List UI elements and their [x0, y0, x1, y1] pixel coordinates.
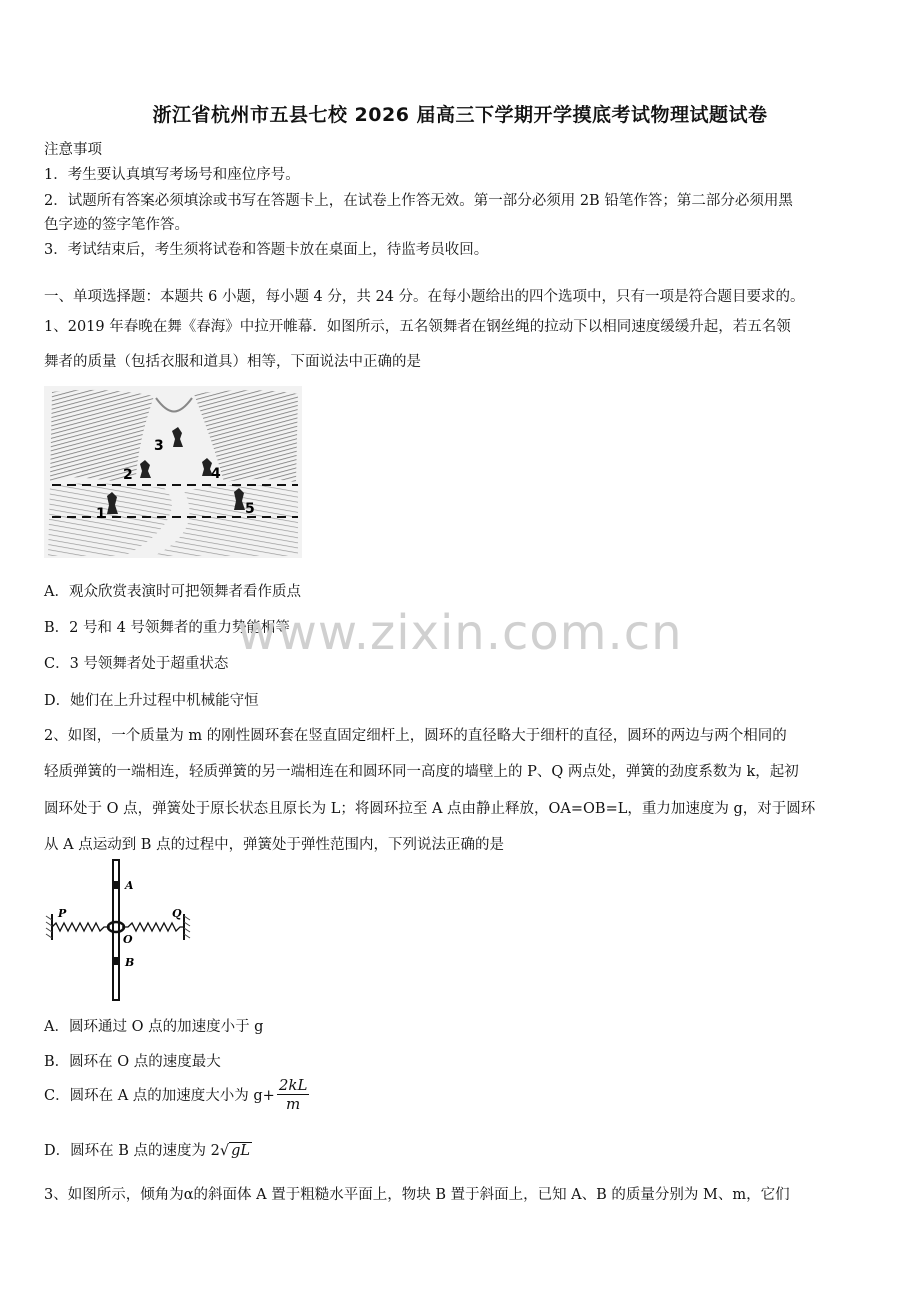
q1-option-b: B．2 号和 4 号领舞者的重力势能相等	[44, 620, 290, 636]
q2-option-a: A．圆环通过 O 点的加速度小于 g	[44, 1019, 264, 1035]
dancer-label-1: 1	[96, 506, 106, 522]
sqrt-gl	[220, 1143, 252, 1159]
notice-item-2: 2．试题所有答案必须填涂或书写在答题卡上，在试卷上作答无效。第一部分必须用 2B 铅笔作答；第二部分必须用黑	[44, 193, 793, 209]
label-a: A	[125, 879, 134, 892]
spring-right	[122, 923, 184, 931]
section-heading: 一、单项选择题：本题共 6 小题，每小题 4 分，共 24 分。在每小题给出的四个选项中，只有一项是符合题目要求的。	[44, 289, 805, 305]
notice-item-3: 3．考试结束后，考生须将试卷和答题卡放在桌面上，待监考员收回。	[44, 242, 489, 258]
dancer-label-5: 5	[245, 501, 255, 517]
q1-figure-stage	[44, 386, 302, 558]
fraction-2kl-over-m	[277, 1076, 310, 1113]
q1-option-d: D．她们在上升过程中机械能守恒	[44, 693, 259, 709]
spring-left	[52, 923, 110, 931]
q2-option-c-text: C．圆环在 A 点的加速度大小为 g+	[44, 1088, 275, 1104]
fraction-denominator: m	[286, 1095, 301, 1113]
document-title: 浙江省杭州市五县七校 2026 届高三下学期开学摸底考试物理试题试卷	[152, 104, 768, 126]
q2-option-d-text: D．圆环在 B 点的速度为 2	[44, 1143, 220, 1159]
q2-option-c	[44, 1076, 309, 1113]
notice-heading: 注意事项	[44, 142, 102, 158]
notice-item-2-cont: 色字迹的签字笔作答。	[44, 217, 189, 233]
q2-stem-line-2: 轻质弹簧的一端相连，轻质弹簧的另一端相连在和圆环同一高度的墙壁上的 P、Q 两点处，弹簧的劲度系数为 k，起初	[44, 764, 799, 780]
q2-stem-line-1: 2、如图，一个质量为 m 的刚性圆环套在竖直固定细杆上，圆环的直径略大于细杆的直径，圆环的两边与两个相同的	[44, 728, 787, 744]
watermark: www.zixin.com.cn	[237, 605, 683, 661]
q2-option-b: B．圆环在 O 点的速度最大	[44, 1054, 221, 1070]
notice-item-1: 1．考生要认真填写考场号和座位序号。	[44, 167, 300, 183]
ring	[108, 922, 124, 932]
dancer-label-3: 3	[154, 438, 164, 454]
label-o: O	[123, 933, 133, 946]
dancer-label-2: 2	[123, 467, 133, 483]
q2-option-d	[44, 1139, 252, 1160]
sqrt-radicand: gL	[231, 1143, 251, 1159]
label-q: Q	[172, 907, 182, 920]
q1-option-a: A．观众欣赏表演时可把领舞者看作质点	[44, 584, 301, 600]
q1-stem-line-2: 舞者的质量（包括衣服和道具）相等，下面说法中正确的是	[44, 354, 421, 370]
label-b: B	[125, 956, 135, 969]
label-p: P	[58, 907, 67, 920]
q1-stem-line-1: 1、2019 年春晚在舞《春海》中拉开帷幕．如图所示，五名领舞者在钢丝绳的拉动下以相同速度缓缓升起，若五名领	[44, 319, 791, 335]
q3-stem-line-1: 3、如图所示，倾角为α的斜面体 A 置于粗糙水平面上，物块 B 置于斜面上，已知 A、B 的质量分别为 M、m，它们	[44, 1187, 790, 1203]
dancer-label-4: 4	[211, 466, 221, 482]
sqrt-sign-icon: √	[219, 1143, 230, 1159]
fraction-numerator: 2kL	[278, 1076, 308, 1094]
q2-stem-line-4: 从 A 点运动到 B 点的过程中，弹簧处于弹性范围内，下列说法正确的是	[44, 837, 505, 853]
q1-option-c: C．3 号领舞者处于超重状态	[44, 656, 229, 672]
q2-figure-ring-springs	[44, 858, 192, 1003]
q2-stem-line-3: 圆环处于 O 点，弹簧处于原长状态且原长为 L；将圆环拉至 A 点由静止释放，OA=OB=L，重力加速度为 g，对于圆环	[44, 801, 816, 817]
